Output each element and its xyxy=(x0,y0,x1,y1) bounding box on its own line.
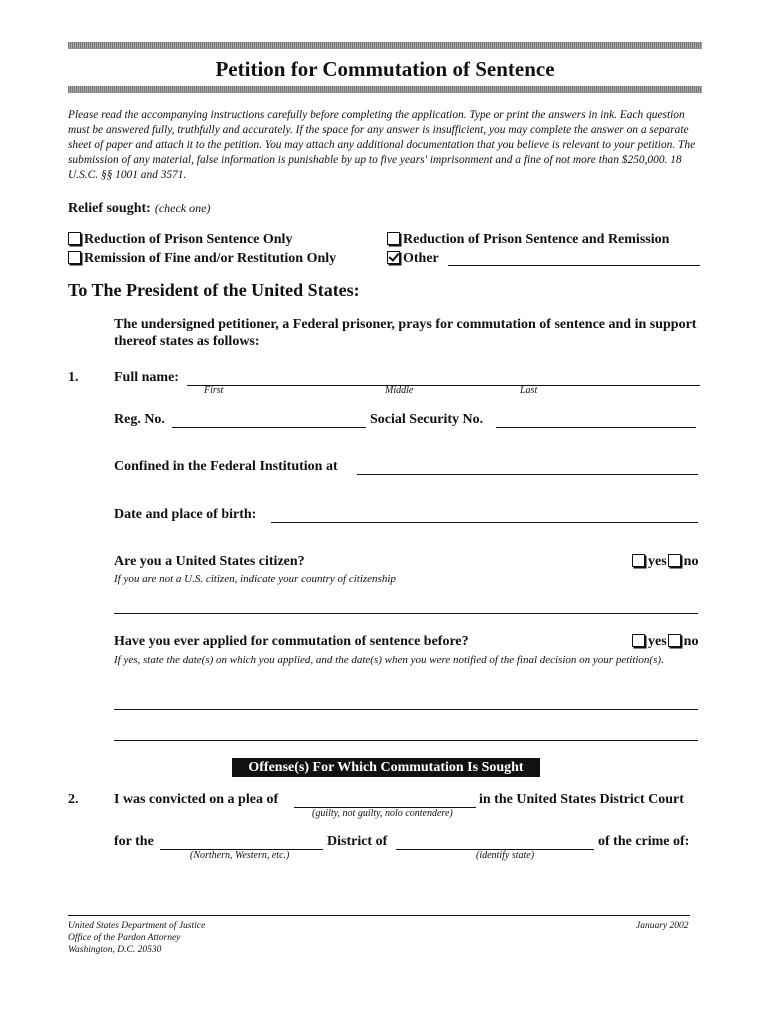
address-heading: To The President of the United States: xyxy=(68,280,360,300)
crime-label: of the crime of: xyxy=(598,834,690,849)
checkbox-icon[interactable] xyxy=(632,634,645,647)
relief-option-other[interactable]: Other xyxy=(387,251,439,267)
page-title: Petition for Commutation of Sentence xyxy=(215,57,555,81)
checkbox-icon[interactable] xyxy=(68,251,81,264)
convicted-label: I was convicted on a plea of xyxy=(114,792,279,807)
citizen-question: Are you a United States citizen? xyxy=(114,554,305,569)
applied-hint: If yes, state the date(s) on which you applied, and the date(s) when you were notified of the final decision on your petition(s). xyxy=(114,654,664,666)
for-the-label: for the xyxy=(114,834,154,849)
reg-no-input[interactable] xyxy=(172,427,366,428)
top-rule xyxy=(68,42,702,49)
relief-option-prison[interactable]: Reduction of Prison Sentence Only xyxy=(68,232,292,248)
district-hint: (Northern, Western, etc.) xyxy=(190,850,290,861)
relief-heading xyxy=(68,199,210,217)
checkbox-icon[interactable] xyxy=(668,634,681,647)
ssn-input[interactable] xyxy=(496,427,696,428)
relief-hint: (check one) xyxy=(154,201,211,215)
title-rule xyxy=(68,86,702,93)
footer-office: Office of the Pardon Attorney xyxy=(68,933,181,943)
no-label: no xyxy=(683,554,699,569)
yes-label: yes xyxy=(648,634,667,649)
last-name-hint: Last xyxy=(520,385,538,396)
first-name-hint: First xyxy=(204,385,224,396)
checked-checkbox-icon[interactable] xyxy=(387,251,400,264)
state-hint: (identify state) xyxy=(476,850,535,861)
middle-name-hint: Middle xyxy=(385,385,414,396)
footer-date: January 2002 xyxy=(636,921,689,931)
footer-city: Washington, D.C. 20530 xyxy=(68,945,162,955)
relief-label: Relief sought: xyxy=(68,201,151,216)
relief-option-both[interactable]: Reduction of Prison Sentence and Remission xyxy=(387,232,669,248)
dob-input[interactable] xyxy=(271,522,698,523)
no-label: no xyxy=(683,634,699,649)
checkbox-icon[interactable] xyxy=(387,232,400,245)
footer-rule xyxy=(68,915,690,916)
citizen-yes-no[interactable] xyxy=(632,554,698,570)
instructions-paragraph: Please read the accompanying instructions carefully before completing the application. Type or print the answers in ink. Each question must be answered fully, truthfully and accurately. If the space for any answer is insufficient, you may complete the answer on a separate sheet of paper and attach it to the petition. You may attach any additional documentation that you believe is relevant to your petition. The submission of any material, false information is punishable by up to five years' imprisonment and a fine of not more than $250,000. 18 U.S.C. §§ 1001 and 3571. xyxy=(68,109,696,181)
reg-no-label: Reg. No. xyxy=(114,412,165,427)
applied-input-1[interactable] xyxy=(114,709,698,710)
citizenship-input[interactable] xyxy=(114,613,698,614)
applied-input-2[interactable] xyxy=(114,740,698,741)
footer-address xyxy=(68,920,205,956)
relief-option-remission[interactable]: Remission of Fine and/or Restitution Only xyxy=(68,251,336,267)
ssn-label: Social Security No. xyxy=(370,412,484,427)
dob-label: Date and place of birth: xyxy=(114,507,257,522)
footer-department: United States Department of Justice xyxy=(68,921,206,931)
checkbox-icon[interactable] xyxy=(68,232,81,245)
institution-input[interactable] xyxy=(357,474,698,475)
checkbox-icon[interactable] xyxy=(668,554,681,567)
question-number-2: 2. xyxy=(68,792,79,807)
court-label: in the United States District Court xyxy=(479,792,684,807)
plea-hint: (guilty, not guilty, nolo contendere) xyxy=(312,808,453,819)
offense-section-banner: Offense(s) For Which Commutation Is Sought xyxy=(232,758,540,777)
full-name-label: Full name: xyxy=(114,370,179,385)
confined-label: Confined in the Federal Institution at xyxy=(114,459,338,474)
petition-statement: The undersigned petitioner, a Federal prisoner, prays for commutation of sentence and in support thereof states as follows: xyxy=(114,317,697,349)
question-number-1: 1. xyxy=(68,370,79,385)
yes-label: yes xyxy=(648,554,667,569)
checkbox-icon[interactable] xyxy=(632,554,645,567)
full-name-input[interactable] xyxy=(187,385,700,386)
other-input[interactable] xyxy=(448,265,700,266)
district-of-label: District of xyxy=(327,834,388,849)
applied-question: Have you ever applied for commutation of sentence before? xyxy=(114,634,469,649)
applied-yes-no[interactable] xyxy=(632,634,698,650)
citizen-hint: If you are not a U.S. citizen, indicate your country of citizenship xyxy=(114,573,396,585)
